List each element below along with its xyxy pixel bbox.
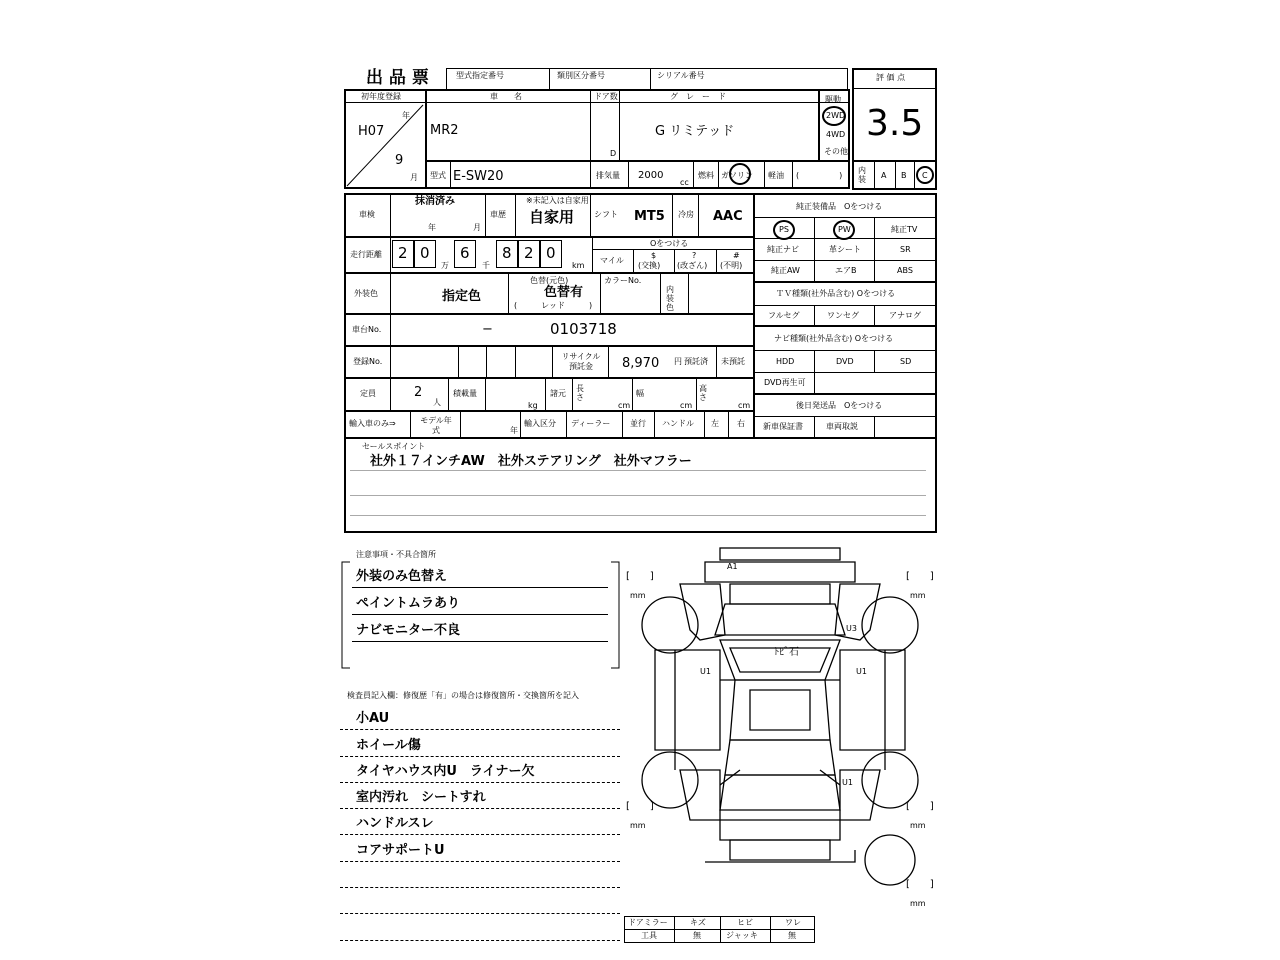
damage-tobi: ﾄﾋﾞ石 [774,647,799,658]
wheel-rear-left [642,752,698,808]
mileage-km: km [572,261,585,270]
legend-h2: キズ [690,918,706,927]
chassis-label: 車台No. [352,325,382,334]
mileage-digit: 2 [524,244,534,262]
car-name: MR2 [430,123,459,138]
wheel-rear-right [862,752,918,808]
recycle-label: リサイクル預託金 [561,352,601,371]
height-label: 高さ [699,384,707,402]
import-label: 輸入車のみ⇒ [349,419,396,428]
mileage-circle-note: Oをつける [650,239,689,248]
shaken-value: 抹消済み [415,196,455,207]
navi-type-label: ナビ種類(社外品含む) Oをつける [774,334,894,343]
drive-other: その他 [824,147,848,156]
displacement-value: 2000 [638,170,664,181]
inspector-line: ホイール傷 [356,738,421,753]
interior-c: C [922,171,928,180]
chassis-dash: − [482,322,493,337]
navi-hdd: HDD [776,357,795,366]
handle-label: ハンドル [662,419,694,428]
model-year-label: モデル年式 [420,416,452,435]
navi-dvd: DVD [836,357,854,366]
legend-h4: ワレ [785,918,801,927]
shift-value: MT5 [634,209,665,224]
length-unit: cm [618,401,631,410]
history-note: ※未記入は自家用 [526,196,589,205]
height-unit: cm [738,401,751,410]
interior-label: 内装 [858,166,866,184]
tire-mm: mm [910,591,926,600]
width-label: 幅 [636,389,644,398]
color-change-label: 色替(元色) [530,276,569,285]
recycle-value: 8,970 [622,356,660,371]
shaken-year-unit: 年 [428,223,436,232]
mileage-mile: マイル [600,256,624,265]
drive-4wd: 4WD [826,130,846,139]
recycle-paid: 預託済 [684,357,708,366]
option-pw: PW [838,225,851,234]
ac-label: 冷房 [678,210,694,219]
first-reg-year: H07 [358,124,385,139]
drive-label: 駆動 [825,95,841,104]
score-value: 3.5 [866,103,924,144]
navi-dvd-play: DVD再生可 [764,378,806,387]
import-dealer: ディーラー [571,419,611,428]
interior-color-label: 内装色 [666,285,674,312]
history-value: 自家用 [529,208,575,226]
door-unit: D [610,149,617,158]
header-id-box [446,68,848,90]
damage-u3: U3 [846,624,857,633]
year-unit: 年 [402,111,410,120]
import-class-label: 輸入区分 [524,419,556,428]
inspector-line: 小AU [356,711,390,726]
tv-fullseg: フルセグ [768,311,800,320]
notes-label: 注意事項・不具合箇所 [356,550,436,559]
tire-bracket: [ ] [906,571,934,582]
displacement-unit: cc [680,178,689,187]
front-bumper-shape [720,548,840,560]
note-line: ペイントムラあり [356,596,461,611]
legend-h1: ドアミラー [628,918,668,927]
option-leather: 革シート [829,245,861,254]
legend-r4: 無 [788,931,796,940]
ac-value: AAC [713,209,743,224]
exterior-value: 指定色 [442,289,482,304]
right-front-fender-shape [835,584,880,640]
tire-bracket: [ ] [626,801,654,812]
serial-label: シリアル番号 [657,71,705,80]
first-reg-month: 9 [395,153,404,168]
import-parallel: 並行 [630,419,646,428]
damage-u1-left: U1 [700,667,711,676]
katashiki-label: 型式指定番号 [456,71,504,80]
score-label: 評 価 点 [876,73,906,82]
fuel-light: 軽油 [768,171,784,180]
width-unit: cm [680,401,693,410]
option-airbag: エアB [835,266,857,275]
tv-type-label: ＴＶ種類(社外品含む) Oをつける [776,289,896,298]
inspector-label: 検査員記入欄：修復歴「有」の場合は修復箇所・交換箇所を記入 [347,691,579,700]
later-warranty: 新車保証書 [763,422,803,431]
option-genuine-navi: 純正ナビ [767,245,799,254]
first-reg-label: 初年度登録 [361,92,401,101]
engine-lid-shape [720,775,840,810]
tire-mm: mm [910,899,926,908]
inspector-line: 室内汚れ シートすれ [356,790,486,805]
genuine-options-label: 純正装備品 Oをつける [796,202,883,211]
damage-a1: A1 [727,562,738,571]
shaken-month-unit: 月 [473,223,481,232]
door-label: ドア数 [594,92,618,101]
length-label: 長さ [576,384,584,402]
option-abs: ABS [897,266,913,275]
handle-left: 左 [711,419,719,428]
interior-a: A [881,171,887,180]
handle-right: 右 [737,419,745,428]
fuel-gasoline-circle [729,163,751,185]
tire-bracket: [ ] [906,801,934,812]
history-label: 車歴 [490,210,506,219]
color-change-value: 色替有 [544,285,584,300]
mileage-sen: 千 [482,261,490,270]
mileage-digit: 0 [420,244,430,262]
tire-bracket: [ ] [626,571,654,582]
spare-wheel [865,835,915,885]
inspector-line: コアサポートU [356,843,445,858]
mileage-modified: (改ざん) [677,261,708,270]
load-label: 積載量 [453,389,477,398]
tire-mm: mm [630,591,646,600]
left-rear-fender-shape [680,770,720,820]
car-name-label: 車 名 [490,92,522,101]
option-genuine-tv: 純正TV [891,225,918,234]
mileage-digit: 6 [460,244,470,262]
capacity-value: 2 [414,385,423,400]
legend-r3: ジャッキ [726,931,758,940]
inspector-line: タイヤハウス内U ライナー欠 [356,764,535,779]
tire-mm: mm [630,821,646,830]
inspector-line: ハンドルスレ [356,816,434,831]
rear-bumper-shape [730,840,830,860]
later-shipment-label: 後日発送品 Oをつける [796,401,883,410]
later-manual: 車両取説 [826,422,858,431]
sales-point-text: 社外１７インチAW 社外ステアリング 社外マフラー [370,454,692,469]
grade-value: G リミテッド [655,124,735,139]
legend-r1: 工具 [641,931,657,940]
left-front-fender-shape [680,584,725,640]
left-door-shape [655,650,720,750]
damage-u1-right: U1 [856,667,867,676]
mileage-man: 万 [441,261,449,270]
note-line: ナビモニター不良 [356,623,461,638]
model-year-unit: 年 [510,426,518,435]
capacity-unit: 人 [433,398,441,407]
capacity-label: 定員 [360,389,376,398]
model-value: E-SW20 [453,169,504,184]
regno-label: 登録No. [353,357,383,366]
right-door-shape [840,650,905,750]
car-damage-diagram [620,540,940,950]
tv-analog: アナログ [889,311,921,320]
color-change-orig: ( レッド ) [514,301,593,310]
windshield-shape [720,640,840,680]
tv-oneseg: ワンセグ [827,311,859,320]
grade-label: グ レ ー ド [670,92,726,101]
mileage-digit: 8 [502,244,512,262]
shaken-label: 車検 [359,210,375,219]
fuel-other-paren: ( ) [796,171,843,180]
ruibetsu-label: 類別区分番号 [557,71,605,80]
roof-shape [730,680,830,740]
mileage-digit: 2 [398,244,408,262]
dims-label: 諸元 [550,389,566,398]
hood-shape [715,604,845,635]
fuel-label: 燃料 [698,171,714,180]
option-sr: SR [900,245,911,254]
interior-b: B [901,171,907,180]
option-ps: PS [779,225,789,234]
note-line: 外装のみ色替え [356,569,448,584]
tire-bracket: [ ] [906,879,934,890]
exterior-label: 外装色 [354,289,378,298]
fuel-gasoline: ガソリン [721,171,753,180]
model-label: 型式 [430,171,446,180]
notes-bracket-left [340,560,352,670]
displacement-label: 排気量 [596,171,620,180]
tire-mm: mm [910,821,926,830]
mileage-label: 走行距離 [350,250,382,259]
sales-point-label: セールスポイント [362,442,426,451]
form-title: 出 品 票 [366,68,429,88]
recycle-unpaid: 未預託 [721,357,745,366]
month-unit: 月 [410,173,418,182]
legend-h3: ヒビ [737,918,753,927]
wheel-front-right [862,597,918,653]
color-no-label: カラーNo. [604,276,642,285]
load-unit: kg [528,401,538,410]
legend-r2: 無 [693,931,701,940]
damage-u1-rear: U1 [842,778,853,787]
navi-sd: SD [900,357,912,366]
drive-2wd: 2WD [826,111,846,120]
mileage-digit: 0 [546,244,556,262]
wheel-front-left [642,597,698,653]
mileage-exchange: (交換) [638,261,661,270]
mileage-unknown: (不明) [720,261,743,270]
recycle-yen: 円 [674,357,682,366]
chassis-value: 0103718 [550,320,617,338]
option-genuine-aw: 純正AW [771,266,800,275]
shift-label: シフト [594,210,618,219]
